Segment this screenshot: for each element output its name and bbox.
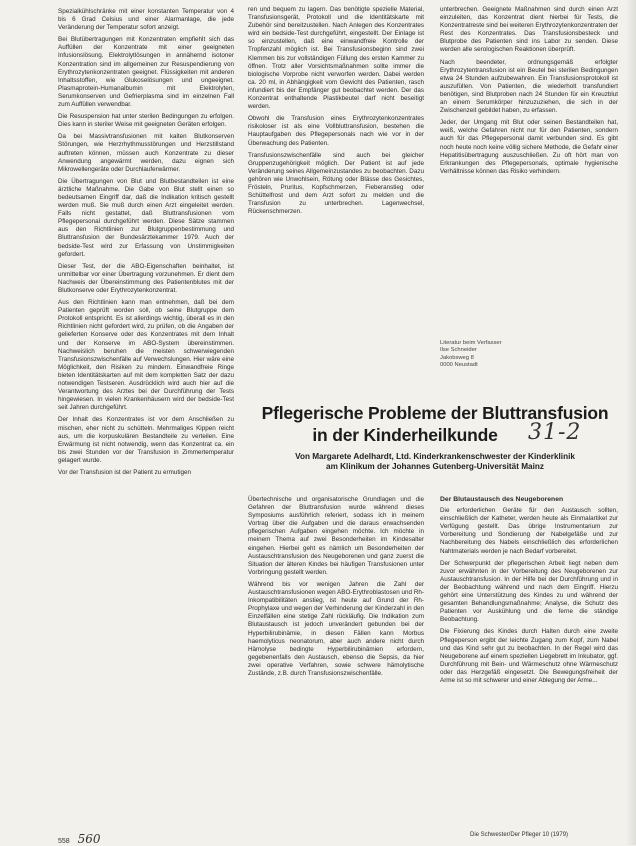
paragraph: Dieser Test, der die ABO-Eigenschaften beinhaltet, ist unmittelbar vor einer Übertragung vorzunehmen. Er dient dem Nachweis der Übereinstimmung des Patientenblutes mit der Blutkonserve oder Erythrozytenkonzentrat. <box>58 262 234 294</box>
column-middle-top <box>248 6 424 220</box>
article-authors <box>250 452 620 472</box>
paragraph: Während bis vor wenigen Jahren die Zahl der Austauschtransfusionen wegen ABO-Erythroblastosen und Rh-Inkompatibilitäten anstieg, ist heute auf Grund der Rh-Prophylaxe und wegen der Verhinderung der Kinderzahl in den Einzelfällen eine stetige Zahl rückläufig. Die Indikation zum Blutaustausch ist jedoch unverändert gebunden bei der Hyperbilirubinämie, in diesen Fällen kann Morbus haemolyticus neonatorum, aber auch andere nicht durch Hämolyse bedingte Hyperbilirubinämien erfordern, gegebenenfalls den Austausch, ebenso die Sepsis, da hier zwei operative Verfahren, sowie schwere hämolytische Zustände, z.B. durch Transfusionszwischenfälle. <box>248 580 424 677</box>
paragraph: Jeder, der Umgang mit Blut oder seinen Bestandteilen hat, weiß, welche Gefahren nicht nur für den Patienten, sondern auch für das Pflegepersonal damit verbunden sind. Es gibt noch heute noch keine völlig sichere Methode, die Gefahr einer Hepatitisübertragung auszuschließen. Zu oft hört man von Erkrankungen des Pflegepersonals, optimale hygienische Verhältnisse können das Risiko verhindern. <box>440 119 618 175</box>
address-line: 0000 Neustadt <box>440 362 478 369</box>
address-line: Ilse Schneider <box>440 347 477 354</box>
column-left <box>58 8 234 481</box>
paragraph: Nach beendeter, ordnungsgemäß erfolgter Erythrozytentransfusion ist ein Beutel bei sterilen Bedingungen etwa 24 Stunden aufzubewahren. Ein Transfusionsprotokoll ist auszufüllen. Von Patienten, die wiederholt transfundiert benötigen, sind Blutproben nach 24 Stunden für ein Kreuzblut an einem Serumkörper hinzuzuziehen, die sich in der Zwischenzeit gebildet haben, zu erfassen. <box>440 58 618 115</box>
literature-label: Literatur beim Verfasser <box>440 340 502 346</box>
title-line: in der Kinderheilkunde <box>312 425 498 445</box>
paragraph: Aus den Richtlinien kann man entnehmen, daß bei dem Patienten geprüft worden soll, ob seine Blutgruppe dem Protokoll entspricht. Es ist allerdings wichtig, überall es in den Richtlinien nicht gefordert wird, zu prüfen, ob die Angaben der gelieferten Konserve oder des Konzentrates mit dem Inhalt und der Konserve im ABO-System übereinstimmen. Nachweislich beruhen die meisten schwerwiegenden Transfusionszwischenfälle auf Verwechslungen. Hier wäre eine Möglichkeit, den Risiken zu mindern. Einwandfreie Ringe bieten Identitätskarten auf mit dem kompletten Satz der dazu notwendigen Testseren. Ausdrücklich wird auch hier auf die Verantwortung des Arztes bei der Durchführung der Tests hingewiesen. In vielen Krankenhäusern wird der bedside-Test seit Jahren durchgeführt. <box>58 299 234 412</box>
author-line: Von Margarete Adelhardt, Ltd. Kinderkrankenschwester der Kinderklinik <box>295 452 575 461</box>
paragraph: Die Resuspension hat unter sterilen Bedingungen zu erfolgen. Dies kann in steriler Weise mit geeigneten Geräten erfolgen. <box>58 113 234 129</box>
author-line: am Klinikum der Johannes Gutenberg-Universität Mainz <box>326 462 544 471</box>
section-heading: Der Blutaustausch des Neugeborenen <box>440 496 564 503</box>
title-line: Pflegerische Probleme der Bluttransfusion <box>261 403 609 423</box>
paragraph: Transfusionszwischenfälle sind auch bei gleicher Gruppenzugehörigkeit möglich. Der Patient ist auf jede Veränderung seines Allgemeinzustandes zu beobachten. Dazu gehören wie Unwohlsein, Rötung oder Blässe des Gesichtes, Frösteln, Pruritus, Kopfschmerzen, Fieberanstieg oder Schüttelfrost und dem Arzt sofort zu melden und die Transfusion zu unterbrechen. Lagenwechsel, Rückenschmerzen. <box>248 151 424 216</box>
column-right-top <box>440 6 618 180</box>
paragraph: Der Schwerpunkt der pflegerischen Arbeit liegt neben dem zuvor erwähnten in der Vorbereitung des Neugeborenen zur Austauschtransfusion. In der Hilfe bei der Durchführung und in der Beobachtung während und nach dem Eingriff. Hierzu gehört eine Unterstützung des Kindes zu und während der gesamten Behandlungsmaßnahme; Analyse, die Schutz des Patienten vor Auskühlung und die ferne die ständige Beobachtung. <box>440 559 618 624</box>
page-number: 558 <box>58 838 70 845</box>
paragraph: ren und bequem zu lagern. Das benötigte spezielle Material, Transfusionsgerät, Protokoll und die Identitätskarte mit Zubehör sind bereitzustellen. Nach Anlegen des Konzentrates wird ein bedside-Test durchgeführt, eingestellt. Der Einlage ist so einzustellen, daß eine einwandfreie Kontrolle der Tropfenzahl möglich ist. Bei Transfusionsbeginn sind zwei Klemmen bis zur vollständigen Füllung des ersten Kammer zu öffnen. Trotz aller Vorsichtsmaßnahmen sollte immer die biologische Vorprobe nicht verworfen werden. Dabei werden ca. 20 ml, in Abhängigkeit vom Gewicht des Patienten, rasch infundiert bis der Empfänger gut beobachtet werden. Der das Konzentrat enthaltende Plastikbeutel darf nicht beseitigt werden. <box>248 6 424 111</box>
paragraph: Spezialkühlschränke mit einer konstanten Temperatur von 4 bis 6 Grad Celsius und einer Alarmanlage, die jede Veränderung der Temperatur sofort anzeigt. <box>58 8 234 32</box>
paragraph: Übertechnische und organisatorische Grundlagen und die Gefahren der Bluttransfusion wurde während dieses Symposiums ausführlich referiert, sodass ich in meinem Vortrag über die Aufgaben und die daraus erwachsenden pflegerischen Aufgaben eingehen möchte. Ich möchte in meinem Thema auf zwei Besonderheiten im Kindesalter eingehen. Hierbei geht es nämlich um Besonderheiten der Austauschtransfusion des Neugeborenen und ganz zuerst die Situation der älteren Kindes bei häufigen Transfusionen unter Vorbringung gestellt werden. <box>248 496 424 576</box>
paragraph: Der Inhalt des Konzentrates ist vor dem Anschließen zu mischen, eher nicht zu schütteln. Mehrmaliges Kippen reicht aus, um die korpuskulären Bestandteile zu verteilen. Eine Erwärmung ist nicht notwendig, wenn das Konzentrat ca. ein bis zwei Stunden vor der Transfusion in Zimmertemperatur gelagert wurde. <box>58 416 234 464</box>
handwritten-annotation: 31-2 <box>528 420 582 445</box>
journal-footer: Die Schwester/Der Pfleger 10 (1979) <box>470 832 569 838</box>
paragraph: Da bei Massivtransfusionen mit kalten Blutkonserven Störungen, wie Herzrhythmusstörungen und Herzstillstand auftreten können, müssen auch Konzentrate zu dieser Anwendung angewärmt werden, dazu eignen sich Mikrowellengeräte oder Durchlauferwärmer. <box>58 133 234 173</box>
column-right-bottom <box>440 496 618 689</box>
literature-note <box>440 340 618 370</box>
paragraph: Die Fixierung des Kindes durch Halten durch eine zweite Pflegeperson ergibt der leichte Zugang zum Kopf, zum Nabel und das Kind sehr gut zu beobachten. In der Regel wird das Neugeborene auf einem speziellen Liegebrett im Inkubator, ggf. Durchführung mit Bein- und Wärmeschutz ohne Wärmeschutz oder das Herzgefäß eingesetzt. Die Bewegungsfreiheit der Arme ist so mit schwerer und einer Ablegung der Arme... <box>440 628 618 684</box>
paragraph: Die erforderlichen Geräte für den Austausch sollten, einschließlich der Katheter, werden heute als Einmalartikel zur Verfügung gestellt. Das übrige Instrumentarium zur Vorbereitung und Sondierung der Nabelgefäße und zur Nachbereitung des Nabels einschließlich des erforderlichen Nahtmaterials werden je nach Bedarf vorbereitet. <box>440 507 618 555</box>
paragraph: Bei Blutübertragungen mit Konzentraten empfiehlt sich das Auffüllen der Konzentrate mit einer geeigneten Infusionslösung. Elektrolytlösungen in annähernd isotoner Konzentration sind im allgemeinen zur Resuspendierung von Erythrozytenkonzentraten geeignet. Flüssigkeiten mit anderen Inhaltsstoffen, wie Glukoselösungen und ungeeignet. Plasmaprotein-Humanalbumin mit Elektrolyten, Serumkonserven und Gefrierplasma sind im einzelnen Fall zum Auffüllen verwendbar. <box>58 36 234 109</box>
paragraph: Vor der Transfusion ist der Patient zu ermutigen <box>58 468 192 476</box>
handwritten-page-number: 560 <box>77 832 101 846</box>
address-line: Jakobsweg 8 <box>440 354 474 361</box>
paragraph: unterbrechen. Geeignete Maßnahmen sind durch einen Arzt einzuleiten, das Konzentrat dient hierbei für Tests, die Konzentratreste sind bei weiteren Erythrozytenkonzentraten der Rest des Konzentrates. Das Transfusionsbesteck und Blutprobe des Patienten sind ins Labor zu senden. Diese werden alle serologischen Reaktionen überprüft. <box>440 6 618 54</box>
page-footer-left <box>58 832 101 846</box>
page-edge-shadow <box>626 0 636 845</box>
paragraph: Die Übertragungen von Blut und Blutbestandteilen ist eine ärztliche Maßnahme. Die Gabe von Blut stellt einen so bedeutsamen Eingriff dar, daß die Indikation kritisch gestellt werden muß. Sie muß durch einen Arzt eingeleitet werden. Falls nicht gestattet, daß Bluttransfusionen vom Pflegepersonal durchgeführt werden. Diese Sätze stammen aus den Richtlinien zur Blutgruppenbestimmung und Bluttransfusion der Bundesärztekammer 1979. Auch der bedside-Test wird zur Erfassung von Unstimmigkeiten gefordert. <box>58 177 234 258</box>
column-middle-bottom <box>248 496 424 682</box>
paragraph: Obwohl die Transfusion eines Erythrozytenkonzentrates risikoloser ist als eine Vollbluttransfusion, bestehen die Hauptaufgaben des Pflegepersonals nach wie vor in der Überwachung des Patienten. <box>248 115 424 147</box>
